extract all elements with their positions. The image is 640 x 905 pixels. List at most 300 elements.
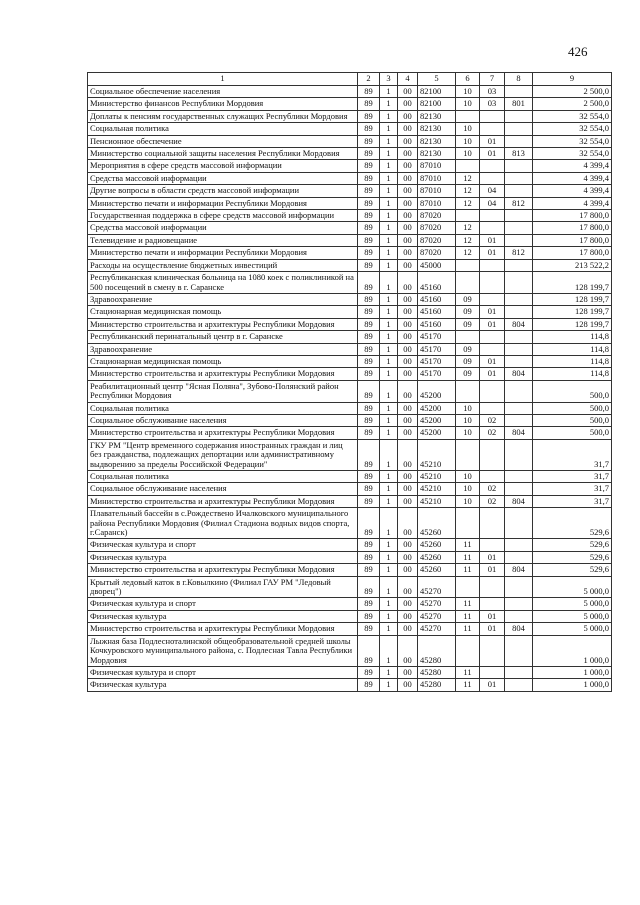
table-row — [88, 427, 612, 439]
row-value-cell: 529,6 — [533, 539, 612, 551]
row-value-cell: 500,0 — [533, 427, 612, 439]
row-value-cell: 00 — [398, 123, 418, 135]
row-value-cell: 1 — [380, 135, 398, 147]
row-value-cell: 00 — [398, 318, 418, 330]
row-value-cell: 1 — [380, 210, 398, 222]
row-value-cell: 12 — [456, 172, 480, 184]
row-value-cell: 87020 — [418, 222, 456, 234]
row-value-cell: 1 — [380, 598, 398, 610]
row-value-cell: 1 — [380, 508, 398, 539]
row-value-cell: 89 — [358, 343, 380, 355]
table-row — [88, 148, 612, 160]
row-value-cell: 17 800,0 — [533, 210, 612, 222]
row-value-cell: 02 — [480, 427, 505, 439]
row-value-cell: 45210 — [418, 495, 456, 507]
row-value-cell: 801 — [505, 98, 533, 110]
row-value-cell: 82130 — [418, 148, 456, 160]
row-value-cell: 01 — [480, 318, 505, 330]
row-value-cell: 1 — [380, 610, 398, 622]
table-row — [88, 160, 612, 172]
row-value-cell — [480, 598, 505, 610]
row-value-cell: 45000 — [418, 259, 456, 271]
row-value-cell: 00 — [398, 272, 418, 294]
row-value-cell — [505, 272, 533, 294]
row-value-cell: 00 — [398, 135, 418, 147]
row-value-cell: 87020 — [418, 247, 456, 259]
row-value-cell — [505, 539, 533, 551]
row-value-cell: 89 — [358, 123, 380, 135]
row-value-cell: 1 — [380, 234, 398, 246]
row-value-cell: 45210 — [418, 439, 456, 470]
row-value-cell: 1 — [380, 495, 398, 507]
row-value-cell: 00 — [398, 331, 418, 343]
row-value-cell: 00 — [398, 222, 418, 234]
row-value-cell: 45210 — [418, 483, 456, 495]
row-value-cell: 45260 — [418, 564, 456, 576]
row-value-cell — [505, 355, 533, 367]
row-value-cell: 1 — [380, 123, 398, 135]
row-value-cell: 89 — [358, 160, 380, 172]
row-value-cell: 82100 — [418, 86, 456, 98]
column-header: 3 — [380, 73, 398, 86]
row-value-cell: 89 — [358, 679, 380, 691]
row-value-cell: 00 — [398, 495, 418, 507]
row-value-cell — [480, 402, 505, 414]
table-row — [88, 576, 612, 598]
row-value-cell: 89 — [358, 564, 380, 576]
row-value-cell: 4 399,4 — [533, 185, 612, 197]
row-value-cell: 1 — [380, 414, 398, 426]
row-value-cell: 1 — [380, 306, 398, 318]
row-value-cell: 89 — [358, 210, 380, 222]
row-value-cell: 10 — [456, 402, 480, 414]
table-row — [88, 343, 612, 355]
row-value-cell: 1 — [380, 471, 398, 483]
row-value-cell: 804 — [505, 495, 533, 507]
row-label-cell: Министерство строительства и архитектуры Республики Мордовия — [88, 318, 358, 330]
table-row — [88, 318, 612, 330]
row-value-cell: 00 — [398, 551, 418, 563]
row-value-cell — [505, 380, 533, 402]
row-value-cell — [505, 222, 533, 234]
row-label-cell: Расходы на осуществление бюджетных инвестиций — [88, 259, 358, 271]
column-header: 5 — [418, 73, 456, 86]
row-label-cell: Стационарная медицинская помощь — [88, 355, 358, 367]
row-value-cell: 89 — [358, 148, 380, 160]
row-value-cell: 87010 — [418, 197, 456, 209]
row-value-cell — [505, 331, 533, 343]
row-value-cell: 31,7 — [533, 471, 612, 483]
row-value-cell: 45170 — [418, 331, 456, 343]
row-value-cell: 1 — [380, 623, 398, 635]
table-row — [88, 135, 612, 147]
row-value-cell: 10 — [456, 471, 480, 483]
row-value-cell: 45270 — [418, 610, 456, 622]
row-value-cell: 87020 — [418, 210, 456, 222]
row-value-cell: 89 — [358, 427, 380, 439]
row-value-cell: 45260 — [418, 508, 456, 539]
table-row — [88, 234, 612, 246]
row-value-cell: 89 — [358, 110, 380, 122]
row-value-cell: 01 — [480, 148, 505, 160]
table-row — [88, 414, 612, 426]
row-value-cell: 89 — [358, 576, 380, 598]
row-value-cell: 32 554,0 — [533, 135, 612, 147]
row-value-cell: 1 000,0 — [533, 666, 612, 678]
row-label-cell: Республиканская клиническая больница на 1080 коек с поликлиникой на 500 посещений в смену в г. Саранске — [88, 272, 358, 294]
row-label-cell: Социальное обслуживание населения — [88, 414, 358, 426]
row-value-cell: 89 — [358, 508, 380, 539]
column-header: 9 — [533, 73, 612, 86]
row-value-cell: 09 — [456, 343, 480, 355]
row-value-cell: 89 — [358, 414, 380, 426]
row-label-cell: Министерство строительства и архитектуры Республики Мордовия — [88, 623, 358, 635]
row-value-cell: 89 — [358, 368, 380, 380]
row-value-cell: 00 — [398, 110, 418, 122]
row-value-cell: 11 — [456, 666, 480, 678]
row-value-cell: 45280 — [418, 635, 456, 666]
row-label-cell: Министерство финансов Республики Мордовия — [88, 98, 358, 110]
table-row — [88, 495, 612, 507]
row-value-cell: 31,7 — [533, 495, 612, 507]
row-value-cell: 2 500,0 — [533, 86, 612, 98]
row-value-cell — [480, 471, 505, 483]
row-label-cell: Физическая культура и спорт — [88, 598, 358, 610]
row-value-cell: 00 — [398, 98, 418, 110]
row-value-cell: 89 — [358, 495, 380, 507]
row-value-cell — [505, 259, 533, 271]
row-value-cell — [480, 210, 505, 222]
row-value-cell: 00 — [398, 508, 418, 539]
row-value-cell — [480, 343, 505, 355]
row-value-cell: 89 — [358, 135, 380, 147]
row-value-cell: 32 554,0 — [533, 110, 612, 122]
row-label-cell: Государственная поддержка в сфере средств массовой информации — [88, 210, 358, 222]
row-value-cell: 09 — [456, 306, 480, 318]
row-label-cell: Физическая культура — [88, 551, 358, 563]
row-value-cell: 82130 — [418, 135, 456, 147]
row-value-cell — [505, 679, 533, 691]
row-value-cell: 10 — [456, 483, 480, 495]
row-value-cell — [505, 306, 533, 318]
row-value-cell: 45260 — [418, 551, 456, 563]
table-row — [88, 508, 612, 539]
table-row — [88, 471, 612, 483]
row-value-cell: 01 — [480, 564, 505, 576]
row-value-cell — [505, 185, 533, 197]
row-value-cell: 114,8 — [533, 331, 612, 343]
row-value-cell: 2 500,0 — [533, 98, 612, 110]
row-value-cell: 89 — [358, 666, 380, 678]
table-row — [88, 222, 612, 234]
row-value-cell: 12 — [456, 185, 480, 197]
row-value-cell: 00 — [398, 635, 418, 666]
row-label-cell: Средства массовой информации — [88, 222, 358, 234]
row-value-cell: 00 — [398, 172, 418, 184]
row-value-cell: 1 — [380, 172, 398, 184]
row-value-cell: 1 — [380, 380, 398, 402]
row-value-cell: 00 — [398, 427, 418, 439]
table-row — [88, 635, 612, 666]
row-value-cell: 1 — [380, 666, 398, 678]
table-header-row — [88, 73, 612, 86]
row-label-cell: Пенсионное обеспечение — [88, 135, 358, 147]
row-value-cell: 500,0 — [533, 380, 612, 402]
row-value-cell: 00 — [398, 368, 418, 380]
row-value-cell: 00 — [398, 471, 418, 483]
row-value-cell: 11 — [456, 564, 480, 576]
row-value-cell: 89 — [358, 98, 380, 110]
row-value-cell — [456, 380, 480, 402]
row-value-cell: 1 000,0 — [533, 679, 612, 691]
row-value-cell — [505, 210, 533, 222]
row-value-cell: 00 — [398, 259, 418, 271]
row-value-cell: 87010 — [418, 172, 456, 184]
row-value-cell — [480, 110, 505, 122]
row-value-cell: 5 000,0 — [533, 598, 612, 610]
row-value-cell: 1 — [380, 355, 398, 367]
table-row — [88, 247, 612, 259]
row-value-cell: 89 — [358, 598, 380, 610]
row-value-cell — [505, 610, 533, 622]
row-label-cell: Стационарная медицинская помощь — [88, 306, 358, 318]
row-value-cell: 89 — [358, 293, 380, 305]
row-value-cell — [505, 86, 533, 98]
row-value-cell: 1 — [380, 318, 398, 330]
row-value-cell: 02 — [480, 483, 505, 495]
row-label-cell: Мероприятия в сфере средств массовой информации — [88, 160, 358, 172]
row-value-cell: 17 800,0 — [533, 222, 612, 234]
row-value-cell — [505, 414, 533, 426]
row-value-cell: 00 — [398, 576, 418, 598]
row-value-cell — [505, 343, 533, 355]
row-value-cell: 1 — [380, 439, 398, 470]
row-value-cell: 812 — [505, 247, 533, 259]
table-row — [88, 564, 612, 576]
row-value-cell: 32 554,0 — [533, 148, 612, 160]
row-value-cell: 89 — [358, 539, 380, 551]
row-value-cell: 128 199,7 — [533, 293, 612, 305]
column-header: 7 — [480, 73, 505, 86]
table-body — [88, 73, 612, 692]
row-value-cell: 89 — [358, 402, 380, 414]
row-value-cell: 00 — [398, 234, 418, 246]
row-label-cell: Лыжная база Подлесноталинской общеобразовательной средней школы Кочкуровского муниципального района, с. Подлесная Тавла Республики Мордовия — [88, 635, 358, 666]
row-value-cell: 82100 — [418, 98, 456, 110]
row-value-cell: 1 — [380, 402, 398, 414]
row-value-cell: 10 — [456, 148, 480, 160]
row-value-cell: 00 — [398, 539, 418, 551]
row-value-cell: 31,7 — [533, 483, 612, 495]
row-value-cell: 00 — [398, 623, 418, 635]
column-header: 4 — [398, 73, 418, 86]
row-value-cell: 4 399,4 — [533, 172, 612, 184]
row-value-cell: 804 — [505, 564, 533, 576]
row-value-cell — [456, 439, 480, 470]
table-row — [88, 172, 612, 184]
row-value-cell — [480, 123, 505, 135]
row-value-cell — [456, 272, 480, 294]
row-value-cell — [480, 160, 505, 172]
row-value-cell: 45170 — [418, 368, 456, 380]
row-value-cell: 812 — [505, 197, 533, 209]
row-value-cell: 00 — [398, 210, 418, 222]
row-value-cell: 87020 — [418, 234, 456, 246]
row-value-cell: 01 — [480, 551, 505, 563]
row-value-cell: 09 — [456, 368, 480, 380]
row-label-cell: Телевидение и радиовещание — [88, 234, 358, 246]
row-value-cell: 10 — [456, 123, 480, 135]
row-value-cell: 45160 — [418, 272, 456, 294]
column-header: 2 — [358, 73, 380, 86]
row-value-cell: 89 — [358, 306, 380, 318]
row-value-cell: 1 — [380, 635, 398, 666]
row-value-cell: 89 — [358, 172, 380, 184]
row-value-cell — [505, 172, 533, 184]
row-value-cell: 45280 — [418, 666, 456, 678]
row-label-cell: Плавательный бассейн в с.Рождествено Ичалковского муниципального района Республики Мордовия (Филиал Стадиона водных видов спорта, г.Саранск) — [88, 508, 358, 539]
row-label-cell: Доплаты к пенсиям государственных служащих Республики Мордовия — [88, 110, 358, 122]
row-value-cell: 00 — [398, 293, 418, 305]
row-value-cell: 1 — [380, 110, 398, 122]
row-value-cell: 1 — [380, 259, 398, 271]
row-value-cell: 89 — [358, 247, 380, 259]
row-value-cell: 1 — [380, 247, 398, 259]
row-value-cell: 01 — [480, 623, 505, 635]
row-value-cell: 04 — [480, 197, 505, 209]
row-value-cell: 804 — [505, 427, 533, 439]
table-row — [88, 666, 612, 678]
row-value-cell: 1 — [380, 98, 398, 110]
table-row — [88, 402, 612, 414]
row-value-cell: 31,7 — [533, 439, 612, 470]
row-value-cell: 02 — [480, 495, 505, 507]
row-label-cell: Социальное обслуживание населения — [88, 483, 358, 495]
table-row — [88, 355, 612, 367]
row-value-cell: 01 — [480, 247, 505, 259]
row-value-cell: 11 — [456, 539, 480, 551]
row-value-cell: 87010 — [418, 160, 456, 172]
row-label-cell: Министерство печати и информации Республики Мордовия — [88, 247, 358, 259]
row-value-cell: 10 — [456, 495, 480, 507]
column-header: 6 — [456, 73, 480, 86]
row-value-cell: 1 — [380, 483, 398, 495]
row-value-cell: 89 — [358, 380, 380, 402]
row-value-cell: 213 522,2 — [533, 259, 612, 271]
row-value-cell: 1 — [380, 272, 398, 294]
row-value-cell: 00 — [398, 306, 418, 318]
row-label-cell: ГКУ РМ "Центр временного содержания иностранных граждан и лиц без гражданства, подлежащих депортации или административному выдворению за пределы Российской Федерации" — [88, 439, 358, 470]
row-value-cell: 45260 — [418, 539, 456, 551]
row-value-cell: 45270 — [418, 576, 456, 598]
row-value-cell: 82130 — [418, 110, 456, 122]
table-row — [88, 331, 612, 343]
row-value-cell — [505, 123, 533, 135]
table-row — [88, 110, 612, 122]
row-value-cell: 00 — [398, 439, 418, 470]
row-value-cell — [505, 135, 533, 147]
row-value-cell — [480, 666, 505, 678]
row-value-cell: 1 — [380, 293, 398, 305]
row-value-cell: 89 — [358, 259, 380, 271]
row-value-cell: 1 — [380, 679, 398, 691]
row-value-cell: 00 — [398, 160, 418, 172]
table-row — [88, 306, 612, 318]
row-value-cell: 03 — [480, 86, 505, 98]
row-value-cell: 10 — [456, 135, 480, 147]
row-value-cell: 1 — [380, 551, 398, 563]
row-value-cell: 89 — [358, 222, 380, 234]
column-header: 8 — [505, 73, 533, 86]
row-value-cell — [505, 666, 533, 678]
row-value-cell: 00 — [398, 148, 418, 160]
column-header: 1 — [88, 73, 358, 86]
row-value-cell: 804 — [505, 623, 533, 635]
table-row — [88, 272, 612, 294]
row-value-cell: 09 — [456, 293, 480, 305]
row-value-cell: 17 800,0 — [533, 234, 612, 246]
row-value-cell: 01 — [480, 355, 505, 367]
row-label-cell: Социальное обеспечение населения — [88, 86, 358, 98]
table-row — [88, 623, 612, 635]
row-value-cell: 89 — [358, 551, 380, 563]
row-value-cell: 45170 — [418, 355, 456, 367]
row-value-cell: 1 — [380, 331, 398, 343]
row-value-cell: 00 — [398, 197, 418, 209]
row-label-cell: Средства массовой информации — [88, 172, 358, 184]
row-value-cell: 00 — [398, 380, 418, 402]
row-value-cell: 12 — [456, 197, 480, 209]
row-value-cell: 00 — [398, 564, 418, 576]
row-value-cell: 32 554,0 — [533, 123, 612, 135]
row-value-cell: 45270 — [418, 598, 456, 610]
page-number: 426 — [568, 44, 588, 59]
row-value-cell — [505, 471, 533, 483]
row-value-cell — [480, 380, 505, 402]
row-label-cell: Социальная политика — [88, 471, 358, 483]
row-value-cell — [480, 439, 505, 470]
row-value-cell: 1 — [380, 564, 398, 576]
row-label-cell: Министерство строительства и архитектуры Республики Мордовия — [88, 495, 358, 507]
row-value-cell: 02 — [480, 414, 505, 426]
row-value-cell — [480, 539, 505, 551]
row-value-cell: 12 — [456, 247, 480, 259]
row-value-cell — [480, 331, 505, 343]
row-value-cell — [505, 234, 533, 246]
row-value-cell — [505, 576, 533, 598]
row-value-cell: 11 — [456, 598, 480, 610]
row-value-cell: 89 — [358, 86, 380, 98]
row-value-cell: 45270 — [418, 623, 456, 635]
row-value-cell: 128 199,7 — [533, 318, 612, 330]
row-value-cell — [456, 160, 480, 172]
table-row — [88, 185, 612, 197]
row-value-cell: 500,0 — [533, 414, 612, 426]
row-value-cell: 10 — [456, 414, 480, 426]
row-value-cell: 529,6 — [533, 564, 612, 576]
row-value-cell: 5 000,0 — [533, 610, 612, 622]
row-value-cell — [456, 259, 480, 271]
row-value-cell: 89 — [358, 331, 380, 343]
row-value-cell: 03 — [480, 98, 505, 110]
table-row — [88, 259, 612, 271]
table-row — [88, 86, 612, 98]
row-value-cell — [505, 635, 533, 666]
table-row — [88, 98, 612, 110]
table-row — [88, 539, 612, 551]
row-value-cell: 00 — [398, 402, 418, 414]
row-value-cell: 45200 — [418, 402, 456, 414]
